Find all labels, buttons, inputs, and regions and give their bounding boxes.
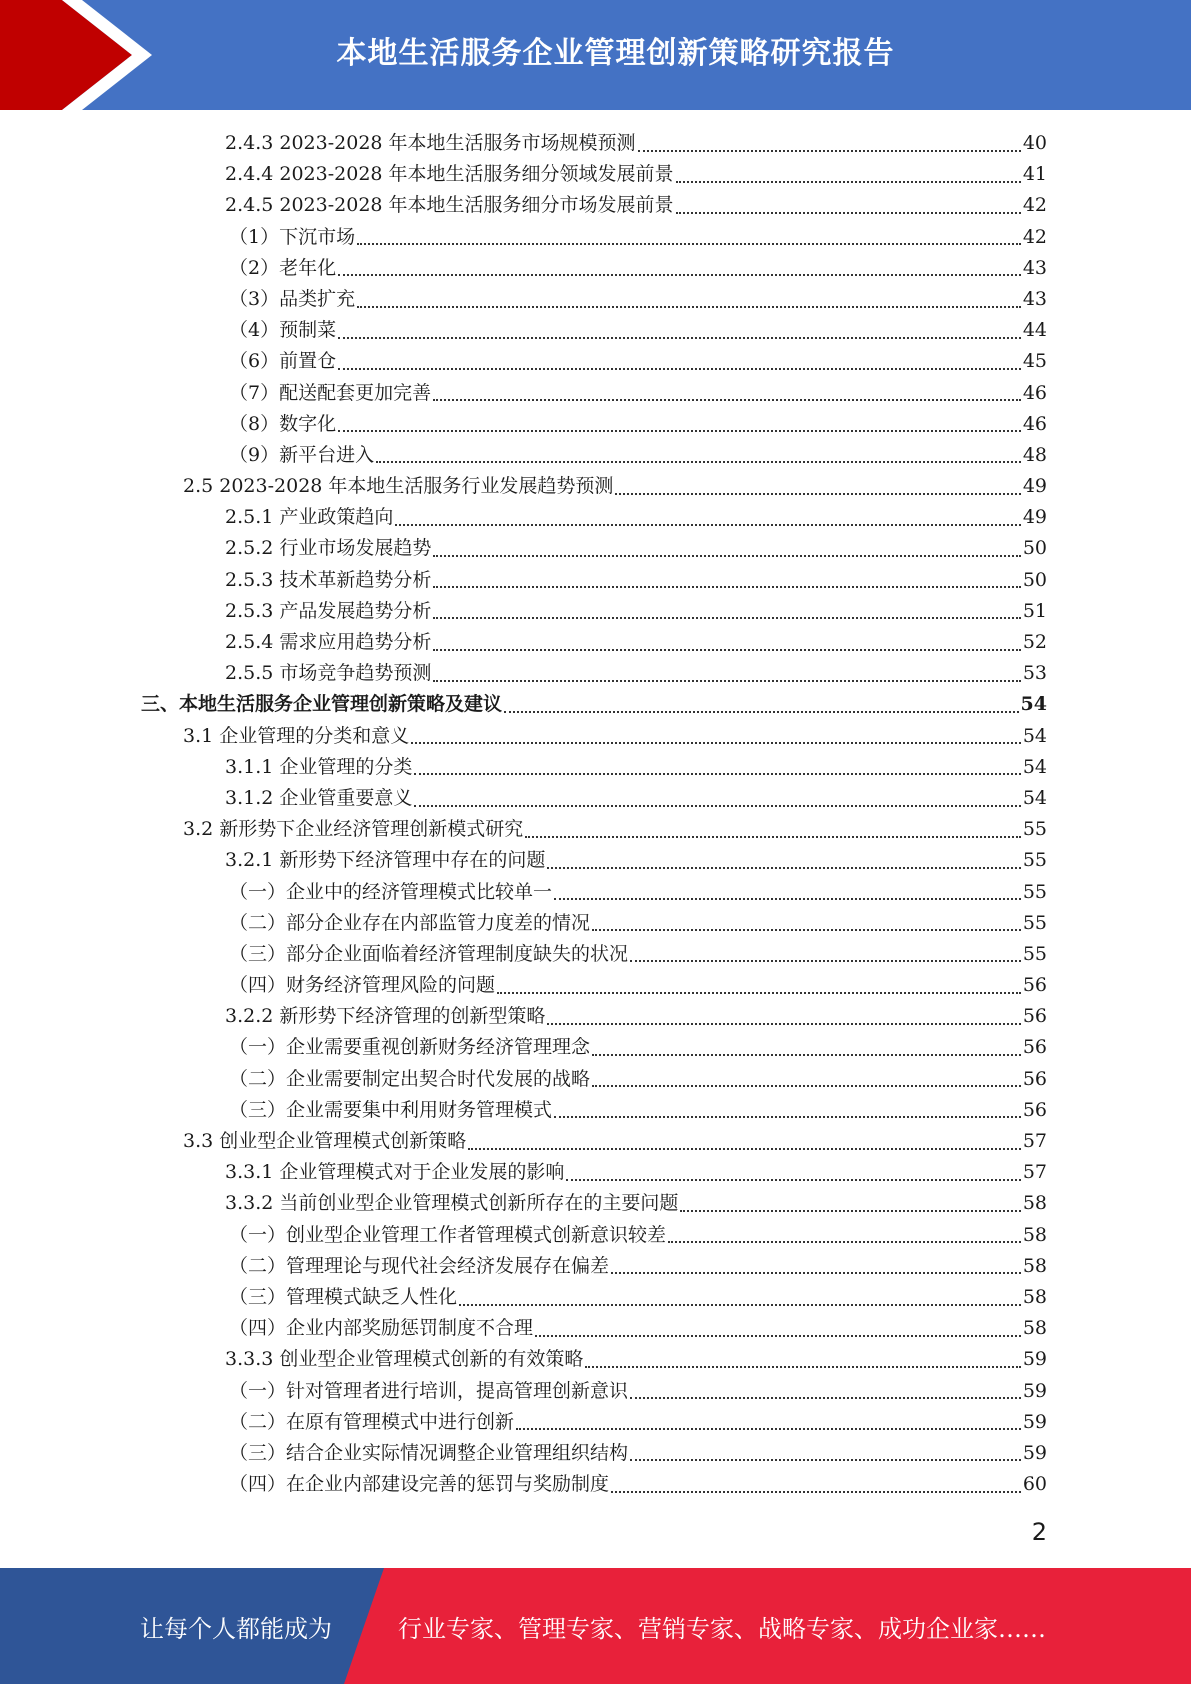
footer-slogan-left: 让每个人都能成为: [140, 1614, 332, 1643]
toc-entry[interactable]: [0, 939, 1191, 970]
table-of-contents: [0, 128, 1191, 1500]
toc-entry-label: （一）企业中的经济管理模式比较单一: [229, 880, 553, 903]
toc-entry-label: 3.3.3 创业型企业管理模式创新的有效策略: [225, 1348, 584, 1371]
toc-entry-label: 3.3.2 当前创业型企业管理模式创新所存在的主要问题: [225, 1192, 679, 1215]
toc-entry[interactable]: [0, 877, 1191, 908]
toc-dot-leader: [615, 493, 1020, 495]
toc-entry[interactable]: [0, 1220, 1191, 1251]
toc-dot-leader: [433, 586, 1020, 588]
toc-dot-leader: [338, 368, 1021, 370]
toc-entry[interactable]: [0, 159, 1191, 190]
toc-entry-page: 57: [1022, 1130, 1047, 1152]
toc-entry-page: 59: [1022, 1441, 1047, 1464]
toc-dot-leader: [638, 150, 1021, 152]
toc-entry[interactable]: [0, 565, 1191, 596]
toc-dot-leader: [547, 1023, 1020, 1025]
page-header: [0, 0, 1191, 110]
toc-entry[interactable]: [0, 1344, 1191, 1375]
toc-entry[interactable]: [0, 1282, 1191, 1313]
toc-entry-page: 58: [1022, 1254, 1047, 1277]
toc-entry-label: （7）配送配套更加完善: [229, 381, 432, 404]
toc-entry-label: （二）在原有管理模式中进行创新: [229, 1410, 515, 1433]
toc-entry[interactable]: [0, 1064, 1191, 1095]
toc-entry[interactable]: [0, 346, 1191, 377]
toc-dot-leader: [592, 929, 1021, 931]
toc-dot-leader: [338, 430, 1021, 432]
toc-entry-page: 59: [1022, 1410, 1047, 1433]
toc-entry-page: 55: [1022, 942, 1047, 965]
toc-entry-page: 42: [1022, 194, 1047, 217]
toc-entry-label: （1）下沉市场: [229, 225, 356, 248]
toc-entry[interactable]: [0, 533, 1191, 564]
toc-entry-label: （二）企业需要制定出契合时代发展的战略: [229, 1067, 591, 1090]
toc-entry-page: 48: [1022, 443, 1047, 466]
toc-entry-label: 2.5.3 技术革新趋势分析: [225, 568, 432, 591]
toc-dot-leader: [468, 1148, 1021, 1150]
toc-entry[interactable]: [0, 970, 1191, 1001]
toc-dot-leader: [554, 898, 1021, 900]
toc-entry-label: （一）企业需要重视创新财务经济管理理念: [229, 1036, 591, 1059]
toc-entry-label: 3.3.1 企业管理模式对于企业发展的影响: [225, 1161, 565, 1184]
toc-entry-page: 43: [1022, 256, 1047, 279]
toc-entry-label: 3.2.1 新形势下经济管理中存在的问题: [225, 849, 546, 872]
toc-dot-leader: [592, 1054, 1021, 1056]
toc-entry-page: 50: [1022, 568, 1047, 591]
toc-entry-page: 51: [1022, 599, 1047, 622]
toc-entry-label: 3.2.2 新形势下经济管理的创新型策略: [225, 1005, 546, 1028]
toc-entry[interactable]: [0, 284, 1191, 315]
toc-entry-label: 2.5.1 产业政策趋向: [225, 506, 394, 529]
toc-dot-leader: [433, 649, 1020, 651]
toc-dot-leader: [497, 992, 1021, 994]
toc-entry[interactable]: [0, 1313, 1191, 1344]
toc-entry-label: （二）管理理论与现代社会经济发展存在偏差: [229, 1254, 610, 1277]
toc-dot-leader: [411, 742, 1021, 744]
toc-entry[interactable]: [0, 845, 1191, 876]
toc-entry-page: 40: [1022, 132, 1047, 154]
toc-entry-page: 52: [1022, 631, 1047, 653]
toc-entry-page: 45: [1022, 350, 1047, 373]
toc-entry-label: 2.4.3 2023-2028 年本地生活服务市场规模预测: [225, 132, 636, 154]
toc-entry-label: 3.1.1 企业管理的分类: [225, 755, 413, 778]
toc-entry-page: 56: [1022, 1067, 1047, 1090]
toc-entry-page: 56: [1022, 1005, 1047, 1028]
toc-dot-leader: [630, 1459, 1021, 1461]
toc-dot-leader: [338, 274, 1021, 276]
toc-entry-label: 2.4.5 2023-2028 年本地生活服务细分市场发展前景: [225, 194, 674, 217]
toc-dot-leader: [433, 617, 1020, 619]
toc-entry-label: （三）企业需要集中利用财务管理模式: [229, 1098, 553, 1121]
toc-entry-label: （2）老年化: [229, 256, 337, 279]
toc-dot-leader: [459, 1304, 1021, 1306]
toc-dot-leader: [504, 711, 1019, 713]
footer-slogan-right: 行业专家、管理专家、营销专家、战略专家、成功企业家……: [398, 1614, 1046, 1643]
report-title: 本地生活服务企业管理创新策略研究报告: [336, 36, 895, 71]
toc-entry-page: 49: [1022, 475, 1047, 498]
toc-dot-leader: [676, 212, 1021, 214]
toc-entry-label: （三）管理模式缺乏人性化: [229, 1285, 458, 1308]
toc-dot-leader: [611, 1491, 1021, 1493]
toc-entry-label: （四）在企业内部建设完善的惩罚与奖励制度: [229, 1473, 610, 1496]
toc-dot-leader: [338, 337, 1021, 339]
toc-dot-leader: [585, 1366, 1020, 1368]
toc-entry-page: 44: [1022, 319, 1047, 342]
toc-entry-page: 57: [1022, 1161, 1047, 1184]
toc-dot-leader: [516, 1428, 1021, 1430]
toc-entry-page: 59: [1022, 1348, 1047, 1371]
toc-dot-leader: [592, 1085, 1021, 1087]
toc-entry-page: 54: [1020, 693, 1047, 716]
toc-dot-leader: [395, 524, 1020, 526]
toc-entry-page: 54: [1022, 724, 1047, 747]
toc-entry-label: （3）品类扩充: [229, 287, 356, 310]
toc-entry-page: 58: [1022, 1223, 1047, 1246]
toc-entry-label: 2.5.3 产品发展趋势分析: [225, 599, 432, 622]
toc-entry[interactable]: [0, 315, 1191, 346]
toc-entry[interactable]: [0, 689, 1191, 720]
toc-entry-label: 2.5.2 行业市场发展趋势: [225, 537, 432, 560]
toc-entry-page: 58: [1022, 1192, 1047, 1215]
toc-entry-page: 55: [1022, 818, 1047, 841]
toc-dot-leader: [535, 1335, 1021, 1337]
toc-entry-label: 三、本地生活服务企业管理创新策略及建议: [141, 693, 503, 716]
toc-dot-leader: [414, 773, 1020, 775]
toc-dot-leader: [668, 1241, 1021, 1243]
toc-entry-label: 3.1.2 企业管重要意义: [225, 786, 413, 809]
toc-entry-page: 54: [1022, 755, 1047, 778]
toc-entry-label: 2.5.5 市场竞争趋势预测: [225, 662, 432, 685]
toc-entry-label: 2.5 2023-2028 年本地生活服务行业发展趋势预测: [183, 475, 614, 498]
toc-entry-label: 2.4.4 2023-2028 年本地生活服务细分领域发展前景: [225, 163, 674, 186]
toc-entry-label: 3.2 新形势下企业经济管理创新模式研究: [183, 818, 524, 841]
toc-entry[interactable]: [0, 1157, 1191, 1188]
toc-entry-label: 3.1 企业管理的分类和意义: [183, 724, 410, 747]
toc-entry-label: （二）部分企业存在内部监管力度差的情况: [229, 911, 591, 934]
toc-entry-page: 54: [1022, 786, 1047, 809]
toc-entry[interactable]: [0, 1188, 1191, 1219]
toc-dot-leader: [357, 243, 1021, 245]
toc-entry[interactable]: [0, 1251, 1191, 1282]
toc-entry[interactable]: [0, 596, 1191, 627]
toc-entry-page: 43: [1022, 287, 1047, 310]
toc-entry[interactable]: [0, 627, 1191, 658]
toc-entry-page: 58: [1022, 1285, 1047, 1308]
toc-dot-leader: [554, 1116, 1021, 1118]
toc-dot-leader: [676, 181, 1021, 183]
toc-entry-label: （三）部分企业面临着经济管理制度缺失的状况: [229, 942, 629, 965]
toc-entry-page: 59: [1022, 1379, 1047, 1402]
toc-entry-label: （9）新平台进入: [229, 443, 375, 466]
toc-entry-label: （8）数字化: [229, 412, 337, 435]
toc-entry[interactable]: [0, 1095, 1191, 1126]
toc-dot-leader: [630, 960, 1021, 962]
toc-entry[interactable]: [0, 502, 1191, 533]
toc-entry[interactable]: [0, 1469, 1191, 1500]
toc-entry[interactable]: [0, 471, 1191, 502]
toc-entry[interactable]: [0, 409, 1191, 440]
toc-entry-page: 41: [1022, 163, 1047, 186]
toc-dot-leader: [680, 1210, 1020, 1212]
toc-entry-page: 46: [1022, 381, 1047, 404]
toc-dot-leader: [547, 867, 1020, 869]
toc-entry-page: 55: [1022, 880, 1047, 903]
toc-entry[interactable]: [0, 222, 1191, 253]
toc-entry-page: 50: [1022, 537, 1047, 560]
toc-entry-label: （4）预制菜: [229, 319, 337, 342]
toc-entry[interactable]: [0, 1407, 1191, 1438]
toc-entry[interactable]: [0, 1001, 1191, 1032]
toc-entry[interactable]: [0, 814, 1191, 845]
toc-dot-leader: [566, 1179, 1020, 1181]
toc-entry-page: 46: [1022, 412, 1047, 435]
toc-entry-page: 55: [1022, 911, 1047, 934]
toc-entry-page: 56: [1022, 1036, 1047, 1059]
toc-dot-leader: [630, 1397, 1021, 1399]
toc-entry-label: （三）结合企业实际情况调整企业管理组织结构: [229, 1441, 629, 1464]
toc-entry[interactable]: [0, 378, 1191, 409]
toc-entry-label: （四）企业内部奖励惩罚制度不合理: [229, 1317, 534, 1340]
toc-entry-label: 3.3 创业型企业管理模式创新策略: [183, 1130, 467, 1152]
page-footer: [0, 1568, 1191, 1684]
toc-entry-label: （一）创业型企业管理工作者管理模式创新意识较差: [229, 1223, 667, 1246]
toc-entry-page: 49: [1022, 506, 1047, 529]
toc-dot-leader: [433, 399, 1021, 401]
toc-entry-page: 55: [1022, 849, 1047, 872]
toc-entry[interactable]: [0, 658, 1191, 689]
toc-dot-leader: [357, 306, 1021, 308]
toc-entry[interactable]: [0, 908, 1191, 939]
toc-entry[interactable]: [0, 253, 1191, 284]
toc-entry-page: 56: [1022, 1098, 1047, 1121]
toc-entry[interactable]: [0, 1032, 1191, 1063]
toc-entry-label: 2.5.4 需求应用趋势分析: [225, 631, 432, 653]
toc-entry[interactable]: [0, 1438, 1191, 1469]
toc-dot-leader: [525, 836, 1021, 838]
toc-dot-leader: [433, 555, 1020, 557]
toc-dot-leader: [376, 461, 1021, 463]
toc-entry-page: 60: [1022, 1473, 1047, 1496]
toc-dot-leader: [414, 805, 1020, 807]
toc-entry[interactable]: [0, 752, 1191, 783]
toc-entry[interactable]: [0, 1376, 1191, 1407]
page-number: 2: [1031, 1518, 1047, 1546]
toc-entry-label: （一）针对管理者进行培训，提高管理创新意识: [229, 1379, 629, 1402]
toc-dot-leader: [433, 680, 1020, 682]
toc-entry-label: （四）财务经济管理风险的问题: [229, 974, 496, 997]
toc-entry-label: （6）前置仓: [229, 350, 337, 373]
toc-entry-page: 56: [1022, 974, 1047, 997]
toc-entry-page: 58: [1022, 1317, 1047, 1340]
toc-entry-page: 42: [1022, 225, 1047, 248]
toc-entry[interactable]: [0, 128, 1191, 159]
toc-entry[interactable]: [0, 721, 1191, 752]
toc-entry-page: 53: [1022, 662, 1047, 685]
toc-entry[interactable]: [0, 783, 1191, 814]
toc-entry[interactable]: [0, 1126, 1191, 1157]
toc-entry[interactable]: [0, 190, 1191, 221]
toc-entry[interactable]: [0, 440, 1191, 471]
toc-dot-leader: [611, 1272, 1021, 1274]
